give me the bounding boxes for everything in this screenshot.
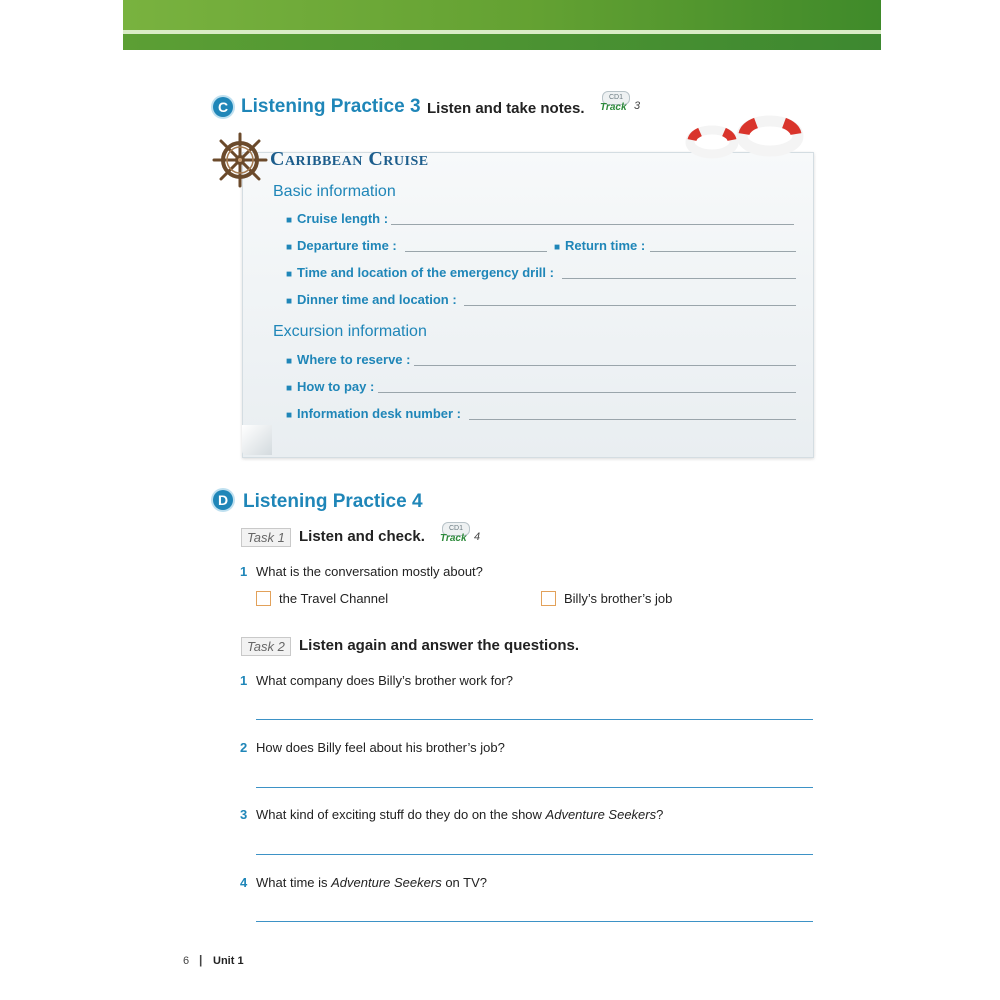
task2-question: What company does Billy’s brother work for? bbox=[256, 673, 513, 688]
task2-question-number: 2 bbox=[240, 740, 248, 755]
note-item-where-to-reserve: ■ Where to reserve : bbox=[286, 352, 411, 367]
track-number: 3 bbox=[634, 100, 641, 112]
task2-question-number: 3 bbox=[240, 807, 248, 822]
track-label: Track bbox=[600, 102, 627, 113]
option-checkbox-travel-channel[interactable] bbox=[256, 591, 271, 606]
answer-line[interactable] bbox=[256, 854, 813, 855]
note-field-return-time[interactable] bbox=[650, 251, 796, 252]
task2-question: What kind of exciting stuff do they do on the show Adventure Seekers? bbox=[256, 807, 664, 822]
section-d-title: Listening Practice 4 bbox=[243, 491, 423, 512]
header-band bbox=[123, 0, 881, 30]
card-title: Caribbean Cruise bbox=[270, 148, 429, 170]
page-curl-decoration bbox=[242, 425, 272, 455]
footer-separator: | bbox=[199, 953, 203, 967]
header-band-lower bbox=[123, 34, 881, 50]
task2-question-number: 1 bbox=[240, 673, 248, 688]
task2-question: How does Billy feel about his brother’s job? bbox=[256, 740, 505, 755]
page-number: 6 bbox=[183, 955, 190, 967]
note-item-departure-time: ■ Departure time : bbox=[286, 238, 397, 253]
track-label: Track bbox=[440, 533, 467, 544]
answer-line[interactable] bbox=[256, 921, 813, 922]
note-item-return-time: ■ Return time : bbox=[554, 238, 646, 253]
cd-track-icon bbox=[440, 522, 480, 546]
note-field-cruise-length[interactable] bbox=[391, 224, 794, 225]
task1-question-number: 1 bbox=[240, 564, 248, 579]
cd-track-icon bbox=[600, 91, 640, 115]
section-c-badge: C bbox=[213, 97, 233, 117]
life-ring-icon bbox=[680, 110, 810, 160]
note-item-dinner: ■ Dinner time and location : bbox=[286, 292, 457, 307]
section-c-title: Listening Practice 3 bbox=[241, 96, 421, 117]
option-checkbox-brothers-job[interactable] bbox=[541, 591, 556, 606]
option-label-brothers-job: Billy’s brother’s job bbox=[564, 591, 673, 606]
task1-instruction: Listen and check. bbox=[299, 528, 425, 545]
note-item-info-desk: ■ Information desk number : bbox=[286, 406, 462, 421]
track-number: 4 bbox=[474, 531, 481, 543]
cd-label: CD1 bbox=[602, 91, 630, 105]
note-item-emergency-drill: ■ Time and location of the emergency drill : bbox=[286, 265, 554, 280]
section-c-instruction: Listen and take notes. bbox=[427, 100, 585, 117]
answer-line[interactable] bbox=[256, 787, 813, 788]
task1-question: What is the conversation mostly about? bbox=[256, 564, 483, 579]
option-label-travel-channel: the Travel Channel bbox=[279, 591, 389, 606]
task2-question-number: 4 bbox=[240, 875, 248, 890]
ship-wheel-icon bbox=[212, 132, 268, 188]
note-field-dinner[interactable] bbox=[464, 305, 796, 306]
section-d-badge: D bbox=[213, 490, 233, 510]
note-field-how-to-pay[interactable] bbox=[378, 392, 796, 393]
cd-label: CD1 bbox=[442, 522, 470, 536]
note-field-info-desk[interactable] bbox=[469, 419, 796, 420]
note-field-where-to-reserve[interactable] bbox=[414, 365, 796, 366]
task2-tag: Task 2 bbox=[241, 637, 291, 656]
task1-tag: Task 1 bbox=[241, 528, 291, 547]
excursion-info-heading: Excursion information bbox=[273, 323, 427, 340]
task2-question: What time is Adventure Seekers on TV? bbox=[256, 875, 487, 890]
answer-line[interactable] bbox=[256, 719, 813, 720]
note-item-cruise-length: ■ Cruise length : bbox=[286, 211, 389, 226]
unit-label: Unit 1 bbox=[213, 955, 244, 967]
note-field-departure-time[interactable] bbox=[405, 251, 547, 252]
basic-info-heading: Basic information bbox=[273, 183, 396, 200]
task2-instruction: Listen again and answer the questions. bbox=[299, 637, 580, 654]
note-item-how-to-pay: ■ How to pay : bbox=[286, 379, 375, 394]
note-field-emergency-drill[interactable] bbox=[562, 278, 796, 279]
